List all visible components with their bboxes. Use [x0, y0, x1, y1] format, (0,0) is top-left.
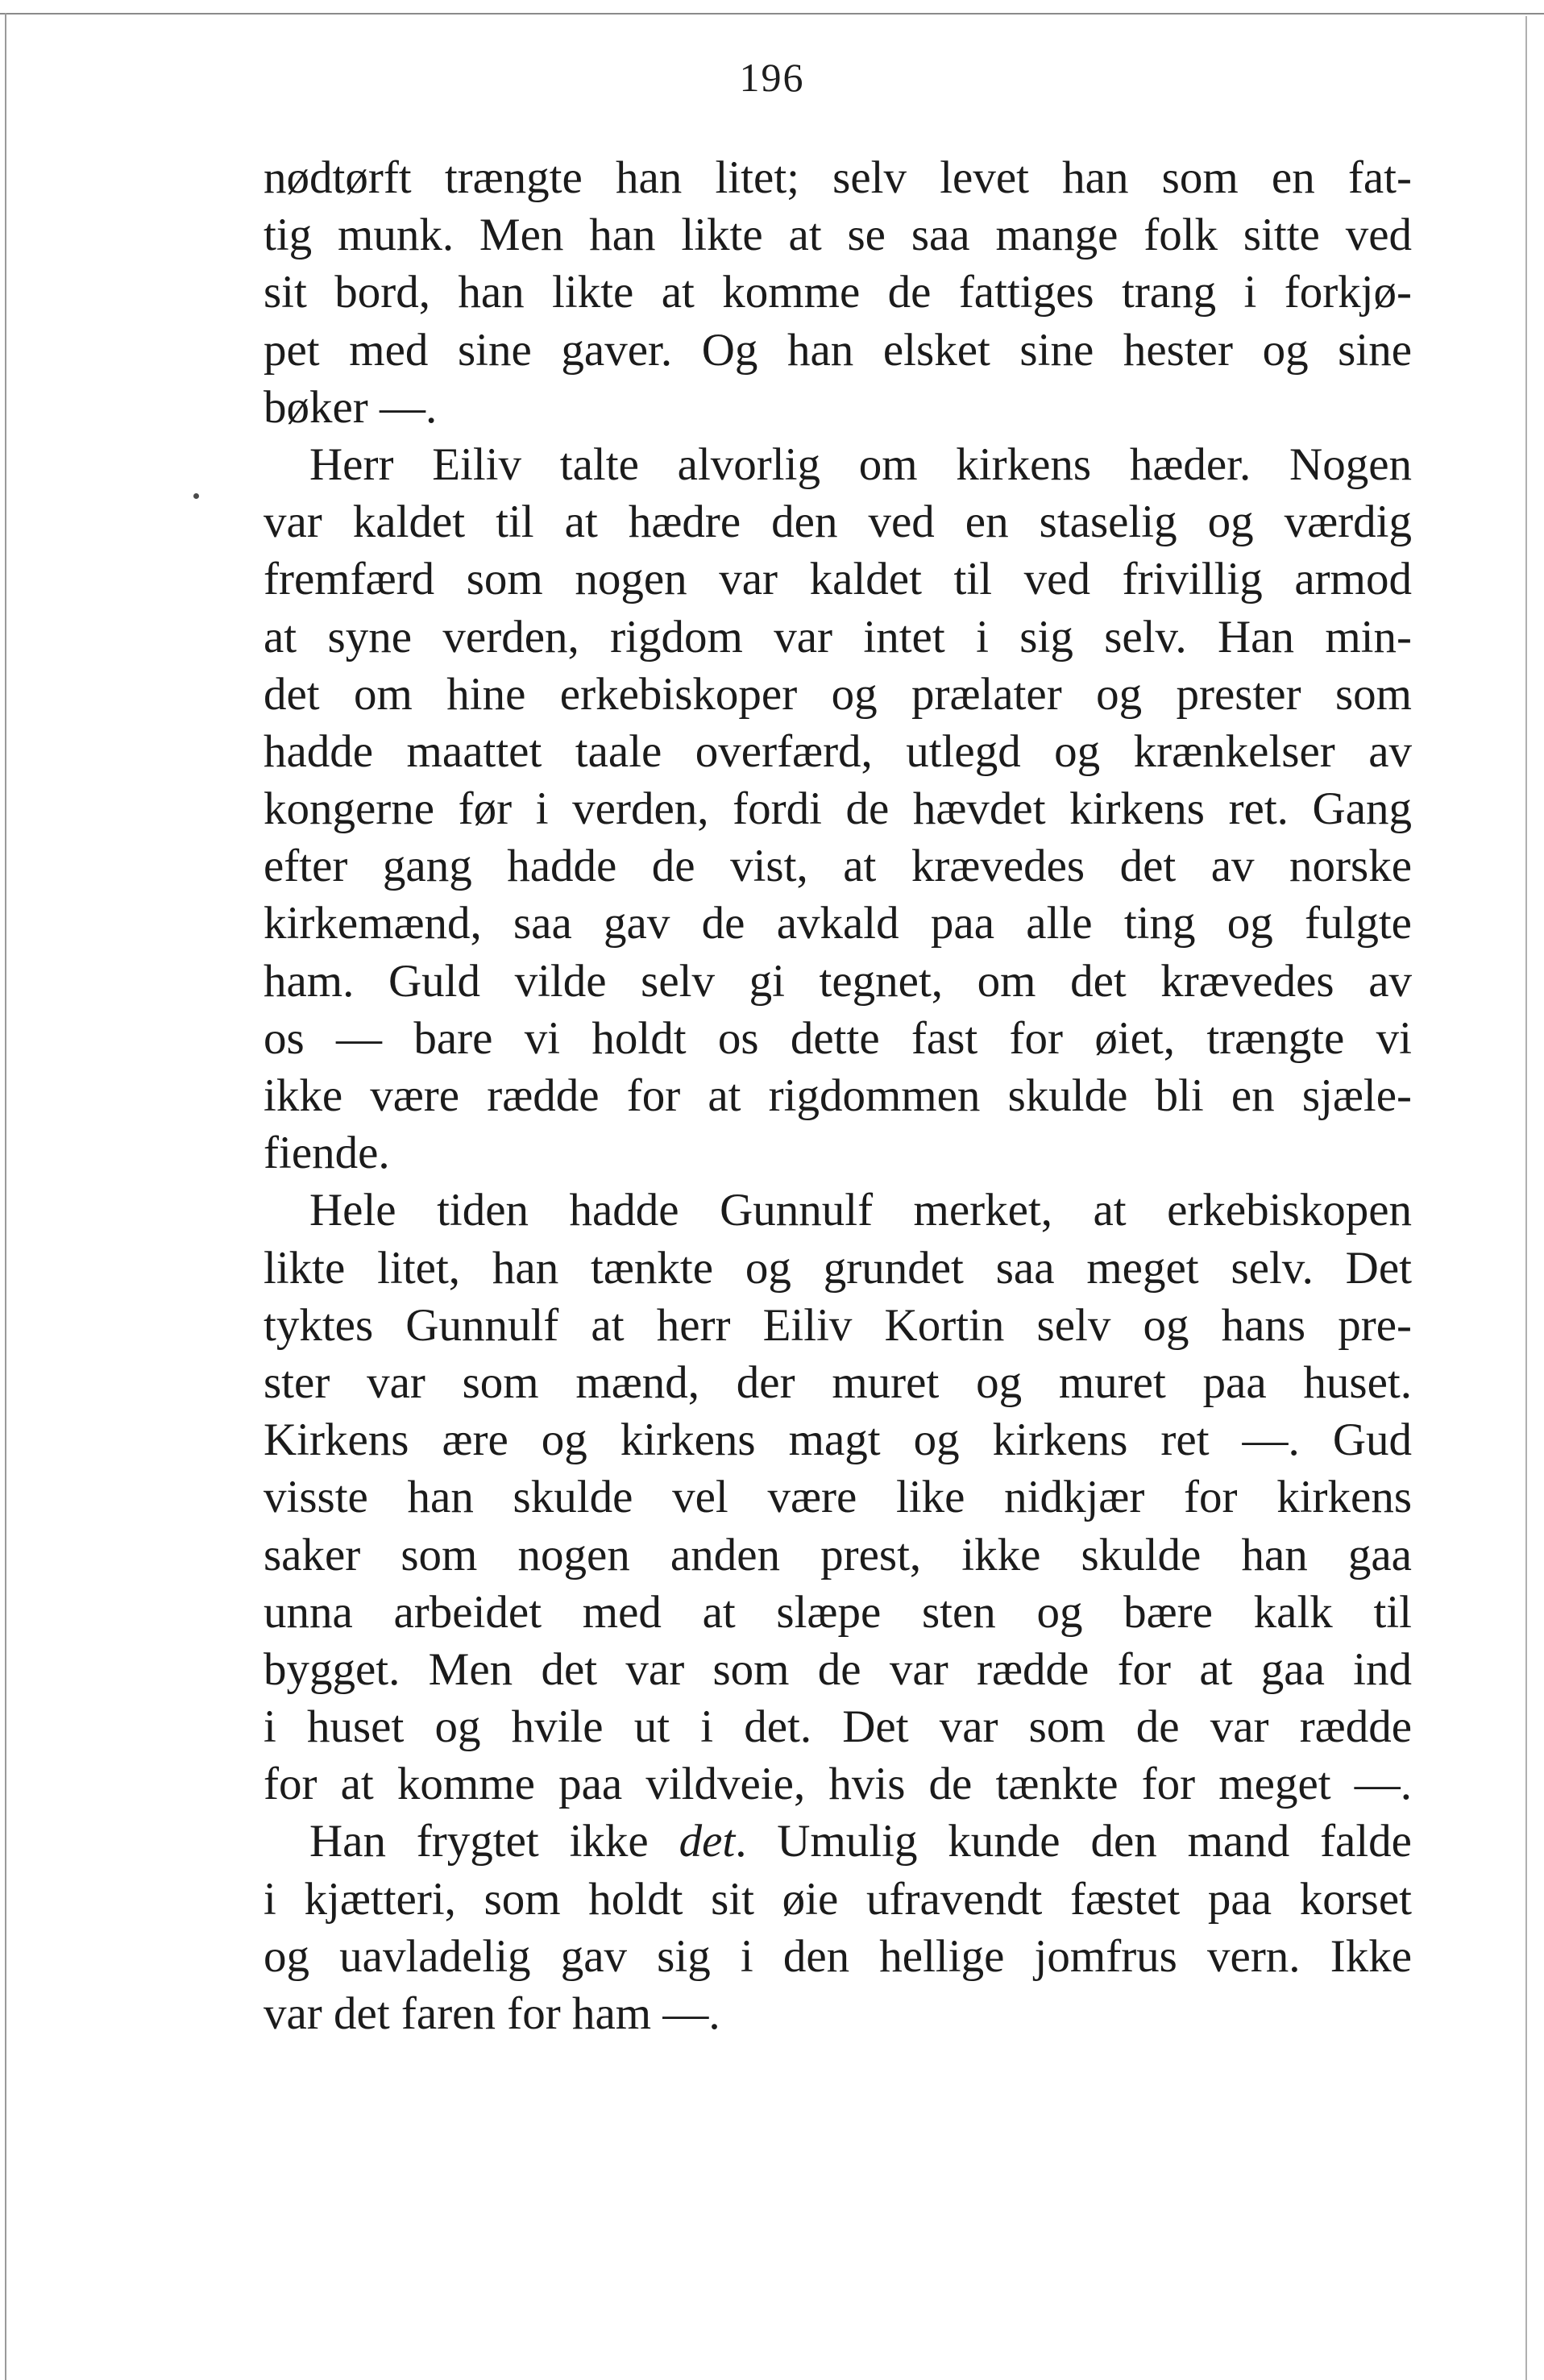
- text-line: Herr Eiliv talte alvorlig om kirkens hæder. Nogen: [309, 438, 1412, 490]
- text-line: efter gang hadde de vist, at krævedes det av norske: [264, 841, 1412, 892]
- text-line: tig munk. Men han likte at se saa mange folk sitte ved: [264, 210, 1412, 261]
- text-line: bøker —.: [264, 381, 438, 433]
- text-segment: . Umulig kunde den mand falde: [735, 1816, 1412, 1867]
- text-line: var kaldet til at hædre den ved en staselig og værdig: [264, 496, 1412, 548]
- italic-word: det: [679, 1816, 736, 1867]
- text-line: fremfærd som nogen var kaldet til ved frivillig armod: [264, 554, 1412, 605]
- text-line: ham. Guld vilde selv gi tegnet, om det krævedes av: [264, 955, 1412, 1007]
- text-line: pet med sine gaver. Og han elsket sine hester og sine: [264, 324, 1412, 376]
- text-line: hadde maattet taale overfærd, utlegd og krænkelser av: [264, 725, 1412, 777]
- text-line: fiende.: [264, 1128, 390, 1179]
- text-line: saker som nogen anden prest, ikke skulde han gaa: [264, 1529, 1412, 1580]
- stray-ink-dot: [193, 493, 199, 499]
- text-line: sit bord, han likte at komme de fattiges trang i forkjø-: [264, 267, 1412, 318]
- text-line: for at komme paa vildveie, hvis de tænkte for meget —.: [264, 1759, 1412, 1810]
- text-line: Kirkens ære og kirkens magt og kirkens ret —. Gud: [264, 1414, 1412, 1466]
- text-line: var det faren for ham —.: [264, 1988, 720, 2039]
- text-line: bygget. Men det var som de var rædde for at gaa ind: [264, 1643, 1412, 1695]
- text-line: Hele tiden hadde Gunnulf merket, at erkebiskopen: [309, 1185, 1412, 1236]
- page-number: 196: [739, 55, 805, 100]
- text-line: det om hine erkebiskoper og prælater og prester som: [264, 668, 1412, 720]
- page-edge-right: [1525, 16, 1527, 2380]
- page-edge-left: [5, 13, 6, 2380]
- text-segment: Han frygtet ikke: [309, 1816, 679, 1867]
- text-line: at syne verden, rigdom var intet i sig selv. Han min-: [264, 611, 1412, 662]
- text-line: unna arbeidet med at slæpe sten og bære kalk til: [264, 1586, 1412, 1638]
- text-line: tyktes Gunnulf at herr Eiliv Kortin selv og hans pre-: [264, 1299, 1412, 1351]
- text-line: ster var som mænd, der muret og muret paa huset.: [264, 1356, 1412, 1408]
- page-edge-top: [0, 13, 1544, 15]
- text-line: i kjætteri, som holdt sit øie ufravendt fæstet paa korset: [264, 1873, 1412, 1925]
- text-line: og uavladelig gav sig i den hellige jomfrus vern. Ikke: [264, 1930, 1412, 1982]
- text-line: visste han skulde vel være like nidkjær for kirkens: [264, 1472, 1412, 1523]
- text-line: ikke være rædde for at rigdommen skulde bli en sjæle-: [264, 1070, 1412, 1121]
- text-line: os — bare vi holdt os dette fast for øiet, trængte vi: [264, 1012, 1412, 1064]
- text-line: [264, 1813, 1412, 1870]
- text-line: kongerne før i verden, fordi de hævdet kirkens ret. Gang: [264, 783, 1412, 835]
- text-line: nødtørft trængte han litet; selv levet han som en fat-: [264, 152, 1412, 203]
- text-line: i huset og hvile ut i det. Det var som de var rædde: [264, 1701, 1412, 1753]
- text-line: kirkemænd, saa gav de avkald paa alle ting og fulgte: [264, 898, 1412, 949]
- text-line: likte litet, han tænkte og grundet saa meget selv. Det: [264, 1242, 1412, 1294]
- body-text: [264, 149, 1412, 2042]
